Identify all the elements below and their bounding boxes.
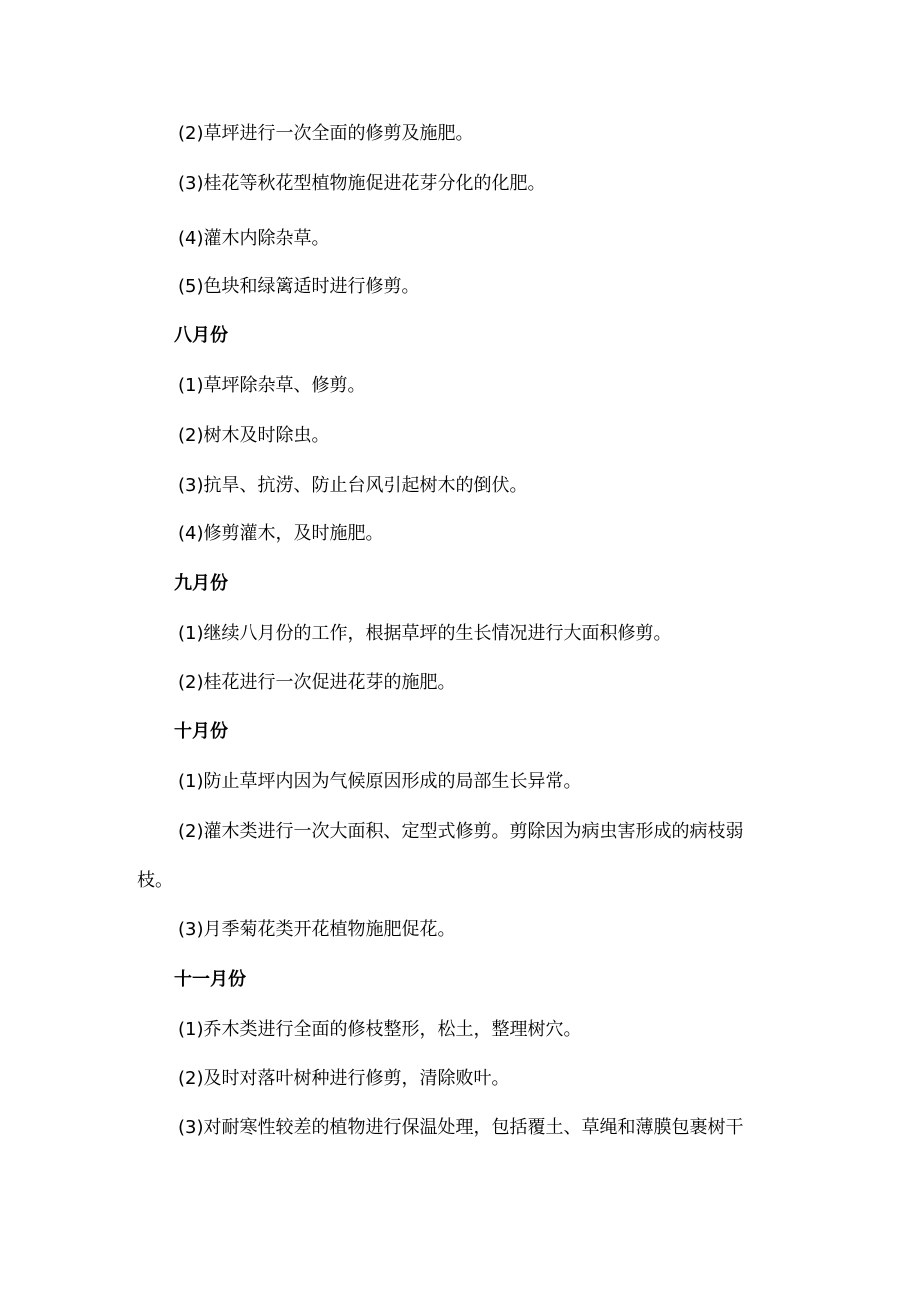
list-item: (4)修剪灌木，及时施肥。 xyxy=(178,523,384,544)
list-item: (3)月季菊花类开花植物施肥促花。 xyxy=(178,919,456,940)
list-item: (1)继续八月份的工作，根据草坪的生长情况进行大面积修剪。 xyxy=(178,623,672,644)
list-item: (4)灌木内除杂草。 xyxy=(178,228,330,249)
list-item: (5)色块和绿篱适时进行修剪。 xyxy=(178,276,420,297)
list-item: (2)草坪进行一次全面的修剪及施肥。 xyxy=(178,123,474,144)
list-item: (1)乔木类进行全面的修枝整形，松土，整理树穴。 xyxy=(178,1019,582,1040)
list-item: (3)对耐寒性较差的植物进行保温处理，包括覆土、草绳和薄膜包裹树干 xyxy=(178,1117,744,1138)
list-item: (1)草坪除杂草、修剪。 xyxy=(178,375,366,396)
list-item: (2)灌木类进行一次大面积、定型式修剪。剪除因为病虫害形成的病枝弱 xyxy=(178,821,744,842)
list-item: (3)桂花等秋花型植物施促进花芽分化的化肥。 xyxy=(178,173,546,194)
list-item: (2)树木及时除虫。 xyxy=(178,425,330,446)
list-item: (1)防止草坪内因为气候原因形成的局部生长异常。 xyxy=(178,771,582,792)
list-item-continuation: 枝。 xyxy=(137,870,173,891)
section-heading: 九月份 xyxy=(174,573,228,594)
section-heading: 八月份 xyxy=(174,325,228,346)
list-item: (2)及时对落叶树种进行修剪，清除败叶。 xyxy=(178,1068,510,1089)
list-item: (3)抗旱、抗涝、防止台风引起树木的倒伏。 xyxy=(178,475,528,496)
section-heading: 十一月份 xyxy=(174,969,246,990)
section-heading: 十月份 xyxy=(174,721,228,742)
list-item: (2)桂花进行一次促进花芽的施肥。 xyxy=(178,672,456,693)
